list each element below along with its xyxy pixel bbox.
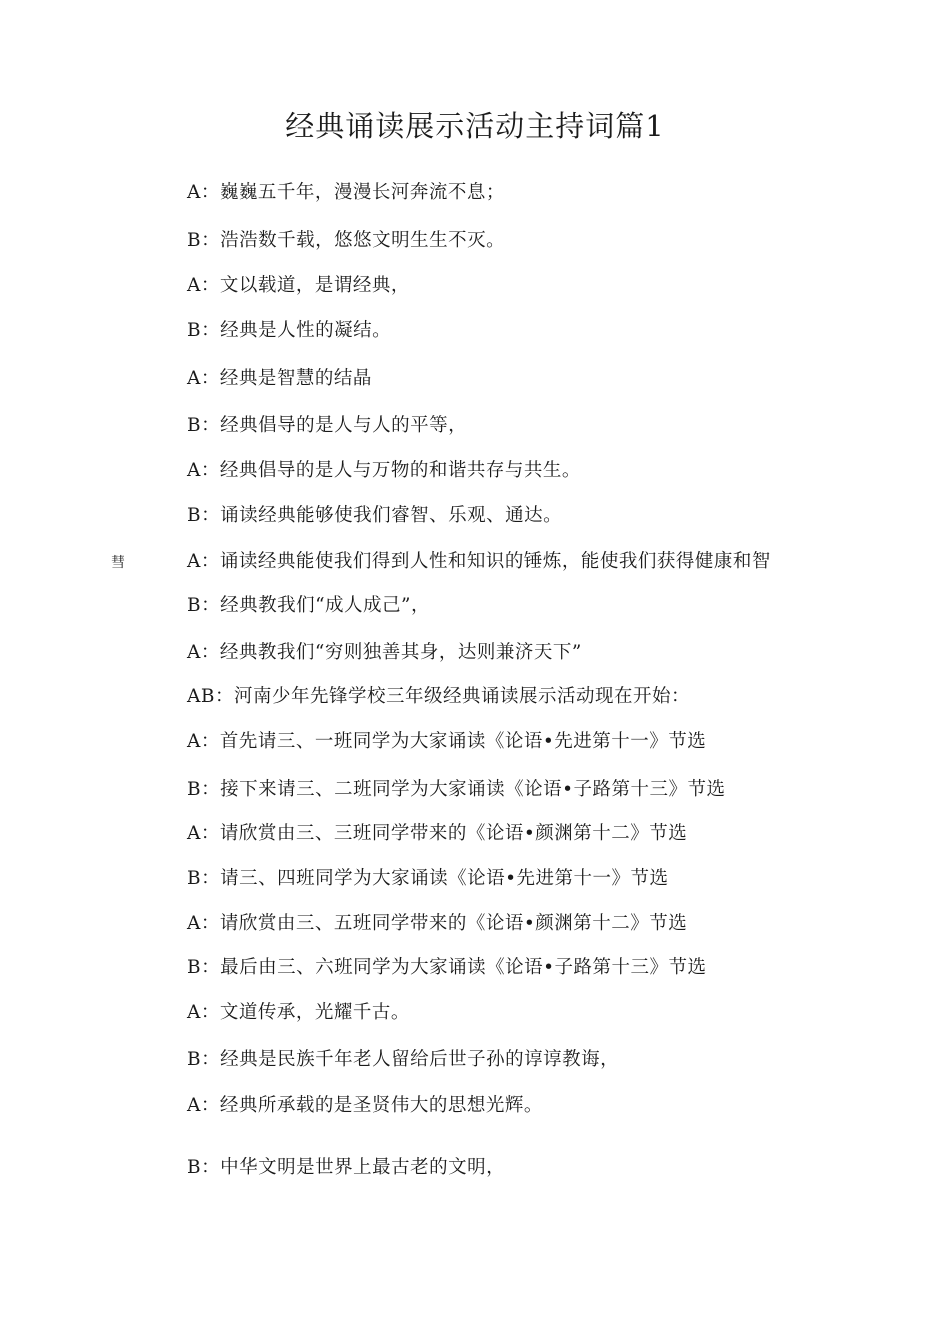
dialogue-line: A：诵读经典能使我们得到人性和知识的锤炼，能使我们获得健康和智 <box>187 551 771 572</box>
dialogue-line: A：经典教我们“穷则独善其身，达则兼济天下” <box>187 642 582 663</box>
dialogue-line: B：接下来请三、二班同学为大家诵读《论语•子路第十三》节选 <box>187 779 726 800</box>
dialogue-line: B：经典倡导的是人与人的平等， <box>187 415 468 436</box>
dialogue-line: B：浩浩数千载，悠悠文明生生不灭。 <box>187 230 506 251</box>
dialogue-line: A：首先请三、一班同学为大家诵读《论语•先进第十一》节选 <box>187 731 707 752</box>
dialogue-line: A：巍巍五千年，漫漫长河奔流不息； <box>187 182 505 203</box>
dialogue-line: B：诵读经典能够使我们睿智、乐观、通达。 <box>187 505 563 526</box>
dialogue-line: A：经典是智慧的结晶 <box>187 368 372 389</box>
dialogue-line: B：中华文明是世界上最古老的文明， <box>187 1157 506 1178</box>
dialogue-line: A：文以载道，是谓经典， <box>187 275 410 296</box>
dialogue-line: A：请欣赏由三、三班同学带来的《论语•颜渊第十二》节选 <box>187 823 688 844</box>
dialogue-line: AB：河南少年先锋学校三年级经典诵读展示活动现在开始： <box>187 686 690 707</box>
dialogue-line: A：文道传承，光耀千古。 <box>187 1002 410 1023</box>
dialogue-line: B：经典是人性的凝结。 <box>187 320 392 341</box>
margin-note: 彗 <box>111 555 125 571</box>
dialogue-line: B：最后由三、六班同学为大家诵读《论语•子路第十三》节选 <box>187 957 707 978</box>
dialogue-line: B：请三、四班同学为大家诵读《论语•先进第十一》节选 <box>187 868 669 889</box>
dialogue-line: A：经典所承载的是圣贤伟大的思想光辉。 <box>187 1095 543 1116</box>
dialogue-line: B：经典是民族千年老人留给后世子孙的谆谆教诲， <box>187 1049 620 1070</box>
dialogue-line: A：请欣赏由三、五班同学带来的《论语•颜渊第十二》节选 <box>187 913 688 934</box>
dialogue-line: A：经典倡导的是人与万物的和谐共存与共生。 <box>187 460 581 481</box>
dialogue-line: B：经典教我们“成人成己”， <box>187 595 431 616</box>
document-title: 经典诵读展示活动主持词篇1 <box>285 109 665 143</box>
